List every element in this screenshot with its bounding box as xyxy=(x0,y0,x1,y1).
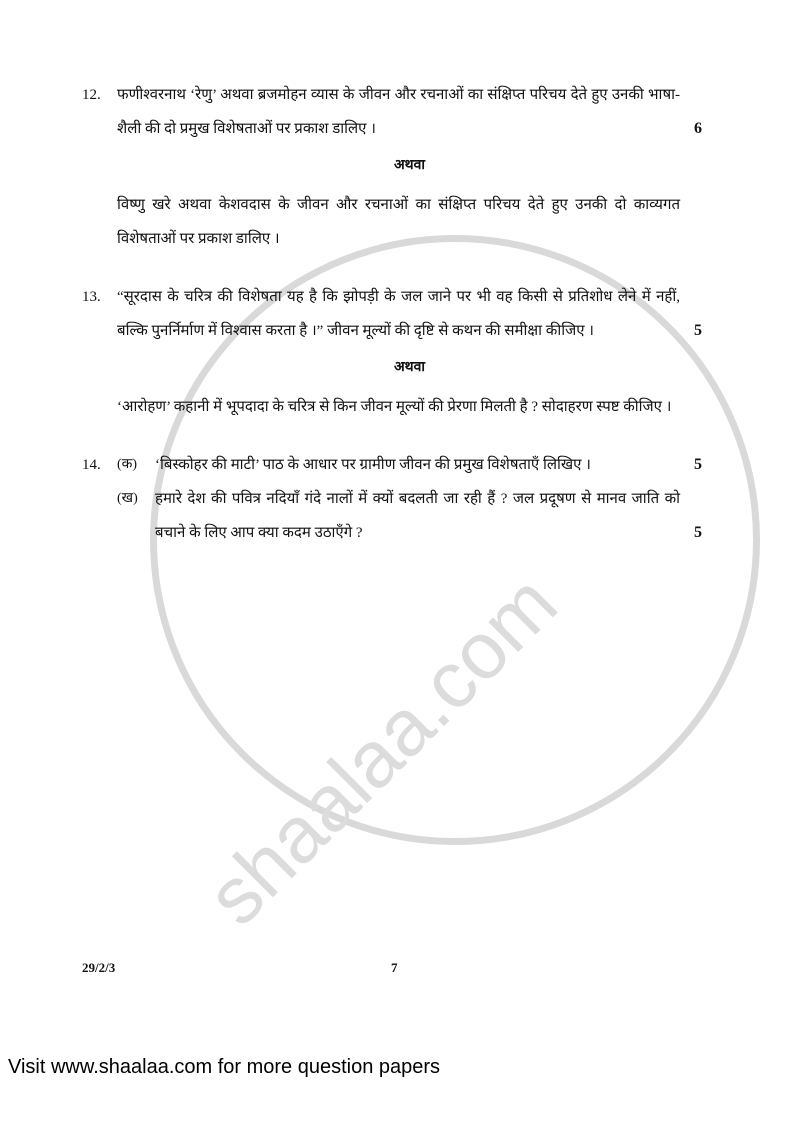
shaalaa-banner-link[interactable]: Visit www.shaalaa.com for more question papers xyxy=(8,1056,441,1078)
question-text-line: के लिए आप क्या कदम उठाएँगे ? xyxy=(189,525,363,541)
page-number: 7 xyxy=(391,960,398,975)
question-text-line: हमारे देश की पवित्र नदियाँ गंदे नालों में क्यों बदलती जा रही हैं ? जल प्रदूषण से मानव जाति को बचाने xyxy=(155,491,680,541)
alternative-question-row xyxy=(117,188,702,256)
part-label: (ख) xyxy=(117,491,138,506)
question-row xyxy=(82,78,702,146)
watermark-text: shaalaa.com xyxy=(189,557,574,942)
question-page xyxy=(82,0,702,976)
part-label: (क) xyxy=(117,457,138,472)
question-number: 14. xyxy=(82,457,101,473)
paper-code: 29/2/3 xyxy=(82,960,116,975)
question-14 xyxy=(82,448,702,550)
question-text xyxy=(117,280,680,348)
question-12 xyxy=(82,78,702,256)
question-text-line: भाषा-शैली की दो प्रमुख विशेषताओं पर प्रकाश डालिए । xyxy=(117,87,680,137)
marks: 5 xyxy=(694,524,702,541)
question-part-row xyxy=(82,448,702,482)
question-text xyxy=(155,482,680,550)
marks: 6 xyxy=(694,120,702,137)
question-text-line: फणीश्वरनाथ ‘रेणु’ अथवा ब्रजमोहन व्यास के जीवन और रचनाओं का संक्षिप्त परिचय देते हुए उनकी xyxy=(117,87,644,103)
question-text: ‘बिस्कोहर की माटी’ पाठ के आधार पर ग्रामीण जीवन की प्रमुख विशेषताएँ लिखिए । xyxy=(155,457,591,473)
question-number: 13. xyxy=(82,289,101,305)
question-text xyxy=(117,78,680,146)
marks: 5 xyxy=(694,456,702,473)
alternative-question-text xyxy=(117,188,680,256)
page-footer xyxy=(82,960,702,976)
watermark xyxy=(82,550,702,950)
or-label: अथवा xyxy=(393,158,426,173)
alternative-question-line: विष्णु खरे अथवा केशवदास के जीवन और रचनाओं का संक्षिप्त परिचय देते हुए उनकी दो काव्यगत xyxy=(117,197,680,213)
alternative-question-row xyxy=(117,390,702,424)
question-number: 12. xyxy=(82,87,101,103)
question-13 xyxy=(82,280,702,424)
marks: 5 xyxy=(694,322,702,339)
question-text-line: पुनर्निर्माण में विश्वास करता है ।” जीवन मूल्यों की दृष्टि से कथन की समीक्षा कीजिए । xyxy=(151,323,594,339)
question-part-row xyxy=(117,482,702,550)
question-text-line: “सूरदास के चरित्र की विशेषता यह है कि झोपड़ी के जल जाने पर भी वह किसी से प्रतिशोध लेने में नहीं, बल्कि xyxy=(117,289,680,339)
or-label: अथवा xyxy=(393,360,426,375)
question-row xyxy=(82,280,702,348)
alternative-question-line: विशेषताओं पर प्रकाश डालिए । xyxy=(117,231,280,247)
alternative-question-text: ‘आरोहण’ कहानी में भूपदादा के चरित्र से किन जीवन मूल्यों की प्रेरणा मिलती है ? सोदाहरण स्पष्ट कीजिए । xyxy=(117,399,672,415)
